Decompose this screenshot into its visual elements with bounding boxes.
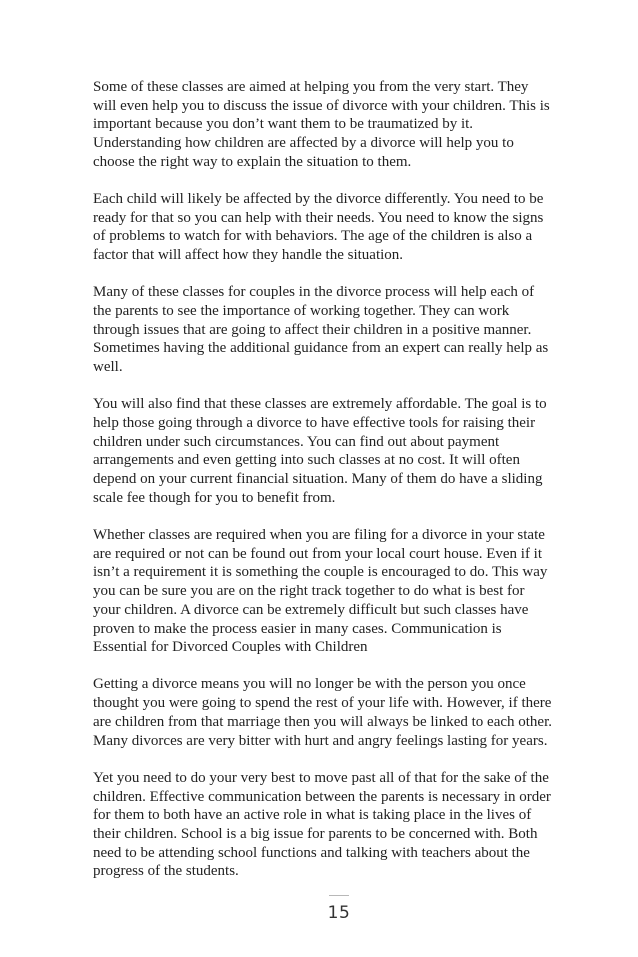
page-number: 15 [327, 903, 351, 923]
paragraph-4: You will also find that these classes are extremely affordable. The goal is to help those going through a divorce to have effective tools for raising their children under such circumstances. You can find out about payment arrangements and even getting into such classes at no cost. It will often depend on your current financial situation. Many of them do have a sliding scale fee though for you to benefit from. [93, 396, 547, 506]
paragraph-6: Getting a divorce means you will no longer be with the person you once thought you were going to spend the rest of your life with. However, if there are children from that marriage then you will always be linked to each other. Many divorces are very bitter with hurt and angry feelings lasting for years. [93, 676, 553, 749]
paragraph-7: Yet you need to do your very best to move past all of that for the sake of the children. Effective communication between the parents is necessary in order for them to both have an active role in what is taking place in the lives of their children. School is a big issue for parents to be concerned with. Both need to be attending school functions and talking with teachers about the progress of the students. [93, 769, 551, 880]
footer-divider [329, 895, 349, 896]
paragraph-2: Each child will likely be affected by the divorce differently. You need to be ready for that so you can help with their needs. You need to know the signs of problems to watch for with behaviors. The age of the children is also a factor that will affect how they handle the situation. [93, 191, 544, 264]
body-text [93, 78, 553, 900]
paragraph-1: Some of these classes are aimed at helping you from the very start. They will even help you to discuss the issue of divorce with your children. This is important because you don’t want them to be traumatized by it. Understanding how children are affected by a divorce will help you to choose the right way to explain the situation to them. [93, 79, 550, 170]
paragraph-3: Many of these classes for couples in the divorce process will help each of the parents to see the importance of working together. They can work through issues that are going to affect their children in a positive manner. Sometimes having the additional guidance from an expert can really help as well. [93, 284, 549, 376]
paragraph-5: Whether classes are required when you are filing for a divorce in your state are required or not can be found out from your local court house. Even if it isn’t a requirement it is something the couple is encouraged to do. This way you can be sure you are on the right track together to do what is best for your children. A divorce can be extremely difficult but such classes have proven to make the process easier in many cases. Communication is Essential for Divorced Couples with Children [93, 527, 548, 656]
